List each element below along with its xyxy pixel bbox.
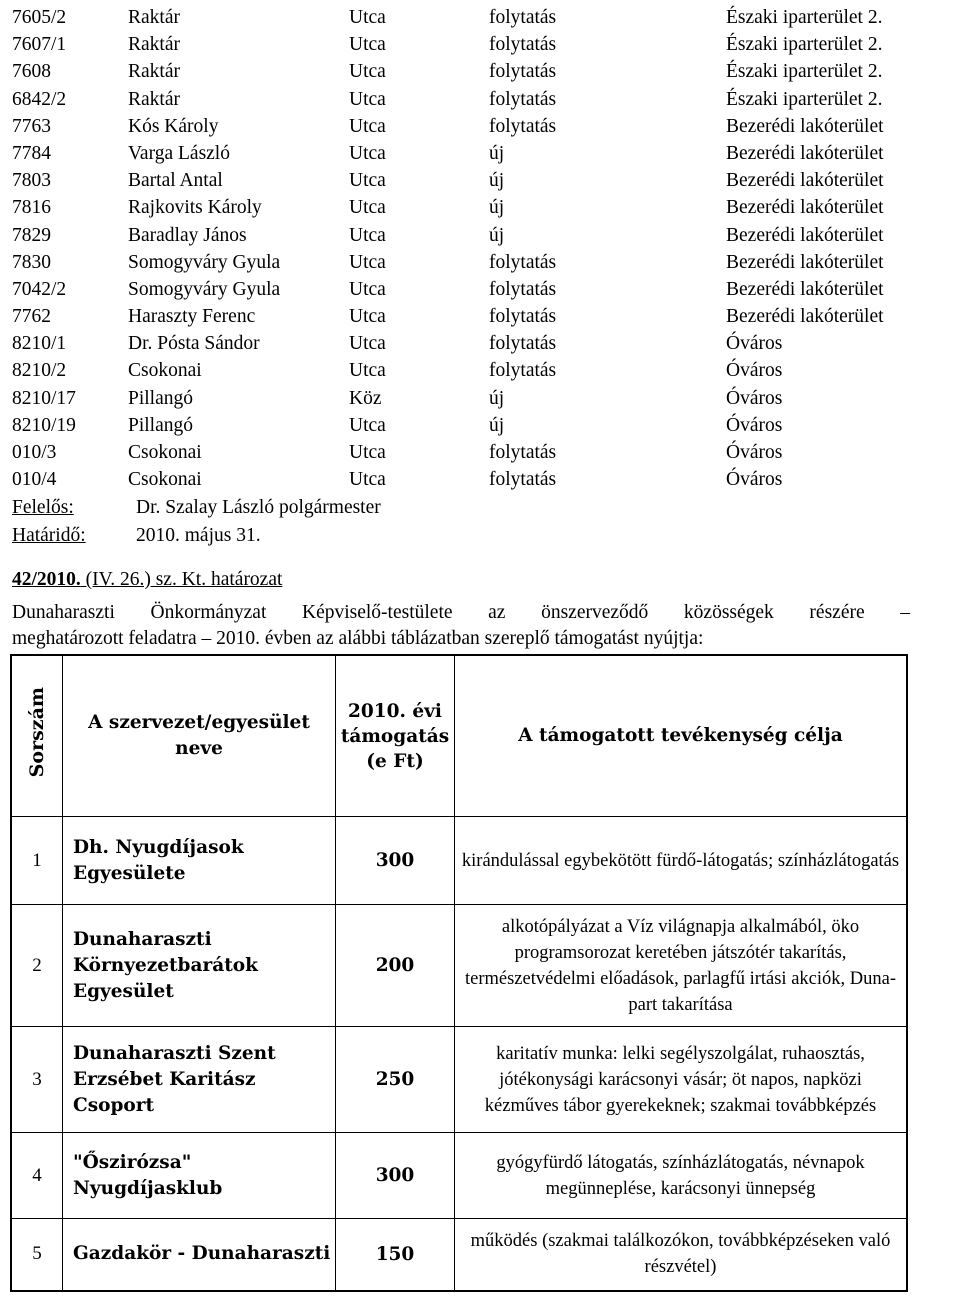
parcel-number: 7762 [12,306,51,328]
grant-row-number: 5 [11,1219,63,1291]
street-name: Rajkovits Károly [128,197,262,219]
parcel-number: 7830 [12,251,51,273]
parcel-number: 7608 [12,61,51,83]
parcel-number: 7803 [12,170,51,192]
grant-row-number: 3 [11,1027,63,1133]
parcel-number: 8210/19 [12,414,76,436]
area: Bezerédi lakóterület [726,251,884,273]
grant-row [11,817,907,905]
responsible-line [12,494,381,521]
status: folytatás [489,7,557,28]
street-type: Utca [349,61,386,83]
grant-row-org: Dh. Nyugdíjasok Egyesülete [63,817,336,905]
grant-row-org: "Őszirózsa" Nyugdíjasklub [63,1133,336,1219]
deadline-value: 2010. május 31. [136,525,261,546]
status: új [489,414,505,436]
area: Bezerédi lakóterület [726,278,884,300]
decision-title [12,568,282,592]
street-type: Utca [349,170,386,192]
street-name: Raktár [128,61,180,83]
street-name: Bartal Antal [128,170,223,192]
responsible-value: Dr. Szalay László polgármester [136,497,381,518]
parcel-number: 7042/2 [12,278,67,300]
area: Bezerédi lakóterület [726,197,884,219]
parcel-number: 7605/2 [12,7,67,28]
grant-row [11,1027,907,1133]
street-name: Kós Károly [128,115,219,137]
status: új [489,224,505,246]
grant-row-goal: alkotópályázat a Víz világnapja alkalmából, öko programsorozat keretében játszótér takarítás, természetvédelmi előadások, parlagfű irtási akciók, Duna-part takarítása [455,905,908,1027]
header-goal: A támogatott tevékenység célja [455,655,908,817]
street-name: Dr. Pósta Sándor [128,333,260,355]
street-type: Utca [349,115,386,137]
grant-row [11,1219,907,1291]
street-type: Utca [349,278,386,300]
area: Északi iparterület 2. [726,34,883,56]
status: új [489,197,505,219]
street-type: Utca [349,306,386,328]
street-type: Utca [349,7,386,28]
street-type: Utca [349,414,386,436]
street-name: Csokonai [128,469,202,491]
area: Bezerédi lakóterület [726,224,884,246]
header-amount: 2010. évi támogatás (e Ft) [336,655,455,817]
grant-row [11,905,907,1027]
responsible-label: Felelős: [12,497,74,518]
grant-table [10,654,908,1292]
street-name: Csokonai [128,442,202,463]
grant-row-org: Gazdakör - Dunaharaszti [63,1219,336,1291]
street-type: Köz [349,387,382,409]
grant-row-number: 2 [11,905,63,1027]
street-name: Somogyváry Gyula [128,251,281,273]
area: Óváros [726,414,783,436]
grant-header-row [11,655,907,817]
area: Bezerédi lakóterület [726,142,884,164]
area: Bezerédi lakóterület [726,306,884,328]
status: folytatás [489,360,557,382]
street-type: Utca [349,197,386,219]
grant-row [11,1133,907,1219]
grant-row-goal: működés (szakmai találkozókon, továbbképzéseken való részvétel) [455,1219,908,1291]
deadline-label: Határidő: [12,525,86,546]
parcel-number: 010/3 [12,442,57,463]
grant-row-number: 4 [11,1133,63,1219]
status: új [489,142,505,164]
street-name: Haraszty Ferenc [128,306,256,328]
parcel-number: 7816 [12,197,51,219]
street-type: Utca [349,142,386,164]
status: új [489,387,505,409]
grant-row-amount: 150 [336,1219,455,1291]
area: Bezerédi lakóterület [726,115,884,137]
deadline-line [12,522,261,549]
grant-row-amount: 200 [336,905,455,1027]
parcel-number: 6842/2 [12,88,67,110]
status: folytatás [489,306,557,328]
parcel-number: 7784 [12,142,51,164]
area: Északi iparterület 2. [726,7,883,28]
grant-row-number: 1 [11,817,63,905]
parcel-number: 8210/1 [12,333,67,355]
area: Északi iparterület 2. [726,88,883,110]
street-name: Raktár [128,7,180,28]
parcel-number: 8210/17 [12,387,76,409]
area: Bezerédi lakóterület [726,170,884,192]
parcel-number: 7607/1 [12,34,67,56]
area: Óváros [726,442,783,463]
street-type: Utca [349,88,386,110]
street-name: Csokonai [128,360,202,382]
grant-row-amount: 300 [336,1133,455,1219]
grant-row-amount: 300 [336,817,455,905]
area: Óváros [726,469,783,491]
street-type: Utca [349,360,386,382]
status: folytatás [489,333,557,355]
street-type: Utca [349,224,386,246]
grant-row-goal: gyógyfürdő látogatás, színházlátogatás, névnapok megünneplése, karácsonyi ünnepség [455,1133,908,1219]
intro-line-2: meghatározott feladatra – 2010. évben az alábbi táblázatban szereplő támogatást nyújtja: [12,628,704,649]
area: Óváros [726,387,783,409]
street-type: Utca [349,333,386,355]
grant-row-org: Dunaharaszti Szent Erzsébet Karitász Csoport [63,1027,336,1133]
street-name: Somogyváry Gyula [128,278,281,300]
street-type: Utca [349,469,386,491]
parcel-number: 8210/2 [12,360,67,382]
area: Északi iparterület 2. [726,61,883,83]
grant-row-goal: karitatív munka: lelki segélyszolgálat, ruhaosztás, jótékonysági karácsonyi vásár; öt napos, napközi kézműves tábor gyerekeknek; szakmai továbbképzés [455,1027,908,1133]
status: folytatás [489,115,557,137]
status: folytatás [489,442,557,463]
street-name: Raktár [128,34,180,56]
status: új [489,170,505,192]
street-type: Utca [349,251,386,273]
status: folytatás [489,251,557,273]
street-name: Baradlay János [128,224,247,246]
parcel-number: 010/4 [12,469,57,491]
grant-row-amount: 250 [336,1027,455,1133]
street-type: Utca [349,34,386,56]
header-org: A szervezet/egyesület neve [63,655,336,817]
status: folytatás [489,61,557,83]
status: folytatás [489,469,557,491]
intro-line-1: Dunaharaszti Önkormányzat Képviselő-testülete az önszerveződő közösségek részére – [12,602,910,623]
street-type: Utca [349,442,386,463]
street-name: Pillangó [128,414,194,436]
decision-number: 42/2010. [12,569,81,590]
parcel-number: 7829 [12,224,51,246]
street-name: Varga László [128,142,230,164]
street-name: Pillangó [128,387,194,409]
parcel-number: 7763 [12,115,51,137]
area: Óváros [726,360,783,382]
status: folytatás [489,88,557,110]
decision-ref: (IV. 26.) sz. Kt. határozat [80,569,283,590]
grant-row-org: Dunaharaszti Környezetbarátok Egyesület [63,905,336,1027]
area: Óváros [726,333,783,355]
header-sorszam: Sorszám [11,655,63,817]
status: folytatás [489,34,557,56]
status: folytatás [489,278,557,300]
street-name: Raktár [128,88,180,110]
grant-row-goal: kirándulással egybekötött fürdő-látogatás; színházlátogatás [455,817,908,905]
